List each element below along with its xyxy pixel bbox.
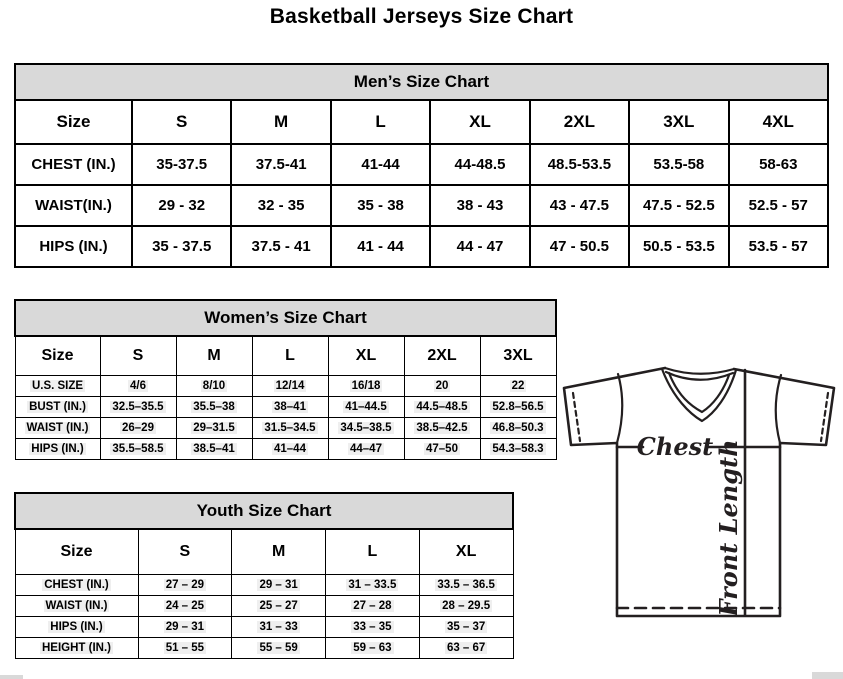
size-value: 22: [511, 380, 525, 392]
row-label-cell: [15, 226, 132, 267]
size-value: 47 - 50.5: [549, 238, 609, 255]
size-value: 20: [435, 380, 449, 392]
size-value-cell: [138, 617, 232, 638]
womens-header-row: [15, 336, 556, 376]
size-value-cell: [419, 638, 513, 659]
youth-header-row: [15, 529, 513, 575]
size-value-cell: [404, 376, 480, 397]
size-value: 52.8–56.5: [492, 401, 544, 413]
size-value-cell: [480, 397, 556, 418]
size-value-cell: [530, 185, 629, 226]
size-value: 44-48.5: [454, 156, 506, 173]
size-value-cell: [132, 185, 231, 226]
column-header: L: [326, 529, 420, 575]
mens-table-title: Men’s Size Chart: [15, 64, 828, 100]
size-value-cell: [629, 144, 728, 185]
size-value-cell: [404, 397, 480, 418]
size-value-cell: [232, 596, 326, 617]
size-value-cell: [404, 418, 480, 439]
column-header: L: [252, 336, 328, 376]
column-header: 3XL: [480, 336, 556, 376]
size-value-cell: [430, 144, 529, 185]
column-header: M: [176, 336, 252, 376]
size-value: 31 – 33: [259, 621, 298, 633]
size-value-cell: [231, 144, 330, 185]
size-value: 37.5-41: [255, 156, 307, 173]
front-length-measure-label: Front Length: [714, 439, 743, 617]
size-value: 32.5–35.5: [112, 401, 164, 413]
size-value-cell: [326, 596, 420, 617]
size-value: 12/14: [275, 380, 305, 392]
size-value: 8/10: [202, 380, 226, 392]
column-header: 4XL: [729, 100, 828, 144]
table-row: [15, 638, 513, 659]
size-value: 38 - 43: [456, 197, 504, 214]
table-row: [15, 376, 556, 397]
size-value-cell: [176, 439, 252, 460]
size-value: 4/6: [130, 380, 146, 392]
size-value-cell: [252, 376, 328, 397]
size-value-cell: [480, 439, 556, 460]
size-value-cell: [480, 418, 556, 439]
size-value: 58-63: [759, 156, 798, 173]
size-value: 29 – 31: [165, 621, 205, 633]
size-value-cell: [328, 418, 404, 439]
size-value-cell: [231, 185, 330, 226]
size-value-cell: [100, 397, 176, 418]
youth-table-title: Youth Size Chart: [15, 493, 513, 529]
size-value: 27 – 29: [165, 579, 205, 591]
size-value-cell: [100, 439, 176, 460]
size-value: 35.5–58.5: [112, 443, 164, 455]
row-label: U.S. SIZE: [31, 380, 84, 392]
table-row: [15, 397, 556, 418]
chest-measure-label: Chest: [636, 432, 714, 461]
size-value: 59 – 63: [353, 642, 392, 654]
size-value: 44–47: [350, 443, 382, 455]
row-label: HIPS (IN.): [31, 443, 84, 455]
table-row: [15, 575, 513, 596]
row-label-cell: [15, 596, 138, 617]
size-value-cell: [138, 575, 232, 596]
size-value-cell: [132, 226, 231, 267]
column-header: XL: [328, 336, 404, 376]
column-header: 3XL: [629, 100, 728, 144]
size-value-cell: [252, 397, 328, 418]
row-label-cell: [15, 575, 138, 596]
size-value-cell: [629, 226, 728, 267]
size-value: 27 – 28: [353, 600, 392, 612]
size-value: 16/18: [351, 380, 381, 392]
table-row: [15, 226, 828, 267]
size-value-cell: [480, 376, 556, 397]
size-value: 48.5-53.5: [547, 156, 612, 173]
size-value-cell: [231, 226, 330, 267]
column-header: 2XL: [404, 336, 480, 376]
row-label: CHEST (IN.): [44, 579, 109, 591]
size-value: 55 – 59: [259, 642, 298, 654]
size-value-cell: [138, 596, 232, 617]
size-value-cell: [331, 185, 430, 226]
column-header: S: [132, 100, 231, 144]
row-label: HEIGHT (IN.): [42, 642, 111, 654]
size-value-cell: [328, 376, 404, 397]
size-value: 34.5–38.5: [340, 422, 392, 434]
mens-caption-row: [15, 64, 828, 100]
size-value-cell: [176, 376, 252, 397]
size-value: 41-44: [361, 156, 400, 173]
size-value-cell: [331, 226, 430, 267]
row-label-cell: [15, 185, 132, 226]
table-row: [15, 439, 556, 460]
size-value-cell: [100, 418, 176, 439]
size-value-cell: [530, 226, 629, 267]
size-value-cell: [419, 617, 513, 638]
size-value: 35 – 37: [446, 621, 486, 633]
row-label-cell: [15, 617, 138, 638]
row-label: HIPS (IN.): [39, 238, 108, 255]
jersey-outline: [564, 368, 834, 616]
jersey-diagram-svg: [558, 356, 843, 620]
column-header: 2XL: [530, 100, 629, 144]
row-label-cell: [15, 638, 138, 659]
size-value-cell: [530, 144, 629, 185]
mens-table: [14, 63, 829, 268]
size-value: 53.5 - 57: [748, 238, 808, 255]
size-value: 29–31.5: [193, 422, 235, 434]
column-header: S: [100, 336, 176, 376]
size-value: 41–44.5: [345, 401, 387, 413]
page-title: Basketball Jerseys Size Chart: [269, 5, 574, 28]
column-header: Size: [15, 100, 132, 144]
size-value: 44 - 47: [456, 238, 504, 255]
size-value: 33 – 35: [353, 621, 392, 633]
size-value: 47–50: [426, 443, 458, 455]
column-header: M: [231, 100, 330, 144]
size-value: 51 – 55: [165, 642, 205, 654]
column-header: XL: [430, 100, 529, 144]
size-value-cell: [176, 418, 252, 439]
size-value-cell: [232, 617, 326, 638]
row-label: CHEST (IN.): [31, 156, 116, 173]
size-value-cell: [419, 575, 513, 596]
womens-size-chart-table: [14, 299, 557, 460]
size-value-cell: [328, 439, 404, 460]
size-value: 35 - 38: [357, 197, 404, 214]
size-value: 63 – 67: [446, 642, 486, 654]
size-value: 43 - 47.5: [549, 197, 609, 214]
size-value: 29 - 32: [158, 197, 206, 214]
size-value-cell: [252, 439, 328, 460]
size-value: 28 – 29.5: [442, 600, 491, 612]
size-value: 24 – 25: [165, 600, 205, 612]
size-value: 31.5–34.5: [264, 422, 316, 434]
size-value-cell: [404, 439, 480, 460]
size-value: 26–29: [122, 422, 154, 434]
table-row: [15, 144, 828, 185]
size-value: 44.5–48.5: [416, 401, 468, 413]
size-value-cell: [430, 185, 529, 226]
size-value-cell: [326, 575, 420, 596]
size-value: 46.8–50.3: [492, 422, 544, 434]
size-value: 41–44: [274, 443, 306, 455]
row-label-cell: [15, 439, 100, 460]
size-value: 31 – 33.5: [348, 579, 397, 591]
row-label-cell: [15, 376, 100, 397]
size-value: 53.5-58: [653, 156, 705, 173]
size-value: 38.5–41: [193, 443, 235, 455]
size-value-cell: [729, 226, 828, 267]
size-value-cell: [629, 185, 728, 226]
size-value: 37.5 - 41: [251, 238, 311, 255]
youth-size-chart-table: [14, 492, 514, 659]
size-value-cell: [176, 397, 252, 418]
mens-size-chart-table: [14, 63, 829, 268]
row-label-cell: [15, 397, 100, 418]
size-value: 38.5–42.5: [416, 422, 468, 434]
size-value-cell: [232, 575, 326, 596]
table-row: [15, 185, 828, 226]
row-label: BUST (IN.): [29, 401, 86, 413]
size-value-cell: [100, 376, 176, 397]
size-value: 25 – 27: [259, 600, 298, 612]
size-value-cell: [232, 638, 326, 659]
womens-table-title: Women’s Size Chart: [15, 300, 556, 336]
column-header: S: [138, 529, 232, 575]
womens-table: [14, 299, 557, 460]
size-value-cell: [331, 144, 430, 185]
mens-header-row: [15, 100, 828, 144]
row-label: WAIST (IN.): [26, 422, 89, 434]
youth-table: [14, 492, 514, 659]
size-value: 52.5 - 57: [748, 197, 808, 214]
size-value: 35 - 37.5: [152, 238, 212, 255]
column-header: M: [232, 529, 326, 575]
size-value: 54.3–58.3: [492, 443, 544, 455]
row-label: WAIST (IN.): [45, 600, 108, 612]
row-label-cell: [15, 418, 100, 439]
size-value-cell: [328, 397, 404, 418]
row-label: HIPS (IN.): [50, 621, 103, 633]
size-value-cell: [729, 185, 828, 226]
jersey-measurement-diagram: [558, 356, 843, 620]
size-value: 50.5 - 53.5: [642, 238, 715, 255]
size-value: 41 - 44: [357, 238, 404, 255]
collar: [662, 368, 736, 421]
size-value-cell: [419, 596, 513, 617]
size-value-cell: [132, 144, 231, 185]
table-row: [15, 418, 556, 439]
size-value: 29 – 31: [259, 579, 298, 591]
bottom-left-artifact: [0, 675, 23, 679]
size-value: 38–41: [274, 401, 306, 413]
size-value: 47.5 - 52.5: [642, 197, 715, 214]
table-row: [15, 617, 513, 638]
size-value-cell: [326, 638, 420, 659]
size-value: 35-37.5: [156, 156, 208, 173]
column-header: L: [331, 100, 430, 144]
column-header: Size: [15, 336, 100, 376]
bottom-right-artifact: [812, 672, 843, 679]
size-value-cell: [430, 226, 529, 267]
womens-caption-row: [15, 300, 556, 336]
size-value-cell: [326, 617, 420, 638]
size-value-cell: [252, 418, 328, 439]
youth-caption-row: [15, 493, 513, 529]
size-value-cell: [138, 638, 232, 659]
size-value: 33.5 – 36.5: [437, 579, 495, 591]
size-value: 32 - 35: [257, 197, 305, 214]
size-value: 35.5–38: [193, 401, 235, 413]
size-value-cell: [729, 144, 828, 185]
row-label: WAIST(IN.): [35, 197, 112, 214]
row-label-cell: [15, 144, 132, 185]
table-row: [15, 596, 513, 617]
column-header: Size: [15, 529, 138, 575]
column-header: XL: [419, 529, 513, 575]
